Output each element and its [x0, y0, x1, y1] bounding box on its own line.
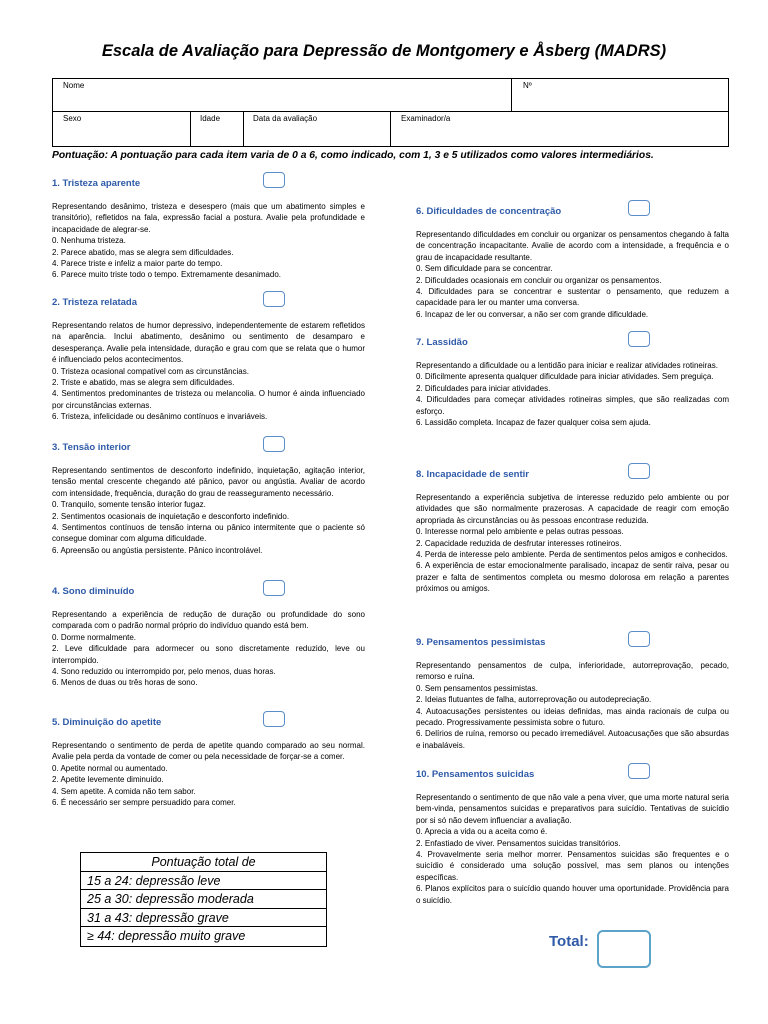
item-option: 2. Parece abatido, mas se alegra sem dificuldades.	[52, 247, 234, 257]
field-date[interactable]: Data da avaliação	[253, 114, 318, 123]
item-name: 3. Tensão interior	[52, 442, 131, 453]
score-interpretation-table	[80, 852, 327, 947]
table-divider	[511, 79, 512, 111]
score-box[interactable]	[263, 711, 285, 727]
item-option: 6. Menos de duas ou três horas de sono.	[52, 678, 198, 688]
item-option: 2. Dificuldades para iniciar atividades.	[416, 383, 551, 393]
table-divider	[190, 111, 191, 147]
item-option: 2. Dificuldades ocasionais em concluir ou organizar os pensamentos.	[416, 275, 662, 285]
item-description: Representando a dificuldade ou a lentidão para iniciar e realizar atividades rotineiras.	[416, 361, 718, 370]
score-box[interactable]	[263, 436, 285, 452]
item-description: Representando pensamentos de culpa, inferioridade, autorreprovação, pecado, remorso e ruína.	[416, 661, 729, 682]
patient-info-table	[52, 78, 729, 147]
score-box[interactable]	[628, 463, 650, 479]
item-option: 6. Apreensão ou angústia persistente. Pânico incontrolável.	[52, 545, 263, 555]
madrs-item	[52, 439, 365, 556]
total-score-box[interactable]	[597, 930, 651, 968]
item-option: 6. É necessário ser sempre persuadido para comer.	[52, 798, 236, 808]
item-option: 6. Tristeza, infelicidade ou desânimo contínuos e invariáveis.	[52, 412, 268, 422]
score-box[interactable]	[628, 631, 650, 647]
item-description: Representando relatos de humor depressivo, independentemente de estarem refletidos na aparência. Inclui abatimento, desânimo ou sentimento de desamparo e desesperança. Avalie pela intensidade, duração e grau com que se relata que o humor é influenciado pelos acontecimentos.	[52, 321, 365, 365]
item-option: 4. Dificuldades para se concentrar e sustentar o pensamento, que reduzem a capacidade para ler ou manter uma conversa.	[416, 287, 729, 308]
item-name: 8. Incapacidade de sentir	[416, 469, 529, 480]
score-box[interactable]	[628, 200, 650, 216]
score-range-row: 15 a 24: depressão leve	[81, 872, 326, 891]
score-table-header: Pontuação total de	[81, 853, 326, 872]
item-option: 2. Ideias flutuantes de falha, autorreprovação ou autodepreciação.	[416, 695, 652, 705]
item-option: 6. Lassidão completa. Incapaz de fazer qualquer coisa sem ajuda.	[416, 418, 651, 428]
item-option: 6. Incapaz de ler ou conversar, a não ser com grande dificuldade.	[416, 309, 649, 319]
score-box[interactable]	[263, 172, 285, 188]
item-name: 5. Diminuição do apetite	[52, 717, 162, 728]
item-option: 2. Sentimentos ocasionais de inquietação e desconforto indefinido.	[52, 511, 290, 521]
item-option: 0. Tranquilo, somente tensão interior fugaz.	[52, 500, 206, 510]
item-option: 0. Tristeza ocasional compatível com as circunstâncias.	[52, 366, 249, 376]
score-range-row: 25 a 30: depressão moderada	[81, 890, 326, 909]
item-name: 6. Dificuldades de concentração	[416, 206, 562, 217]
madrs-item	[416, 466, 729, 595]
madrs-item	[52, 175, 365, 281]
field-sex[interactable]: Sexo	[63, 114, 82, 123]
item-name: 10. Pensamentos suicidas	[416, 769, 535, 780]
field-name[interactable]: Nome	[63, 81, 85, 90]
item-description: Representando o sentimento de que não vale a pena viver, que uma morte natural seria bem-vinda, pensamentos suicidas e preparativos para suicídio. Tentativas de suicídio por si só não devem influenciar a avaliação.	[416, 793, 729, 825]
item-option: 4. Sem apetite. A comida não tem sabor.	[52, 786, 196, 796]
item-description: Representando dificuldades em concluir ou organizar os pensamentos chegando à falta de concentração incapacitante. Avalie de acordo com a intensidade, a frequência e o grau de incapacidade resultante.	[416, 230, 729, 262]
item-option: 6. Delírios de ruína, remorso ou pecado irremediável. Autoacusações que são absurdas e inabaláveis.	[416, 729, 729, 750]
madrs-item	[416, 203, 729, 320]
madrs-item	[416, 766, 729, 906]
scoring-note: Pontuação: A pontuação para cada item varia de 0 a 6, como indicado, com 1, 3 e 5 utilizados como valores intermediários.	[52, 150, 654, 161]
madrs-item	[52, 583, 365, 689]
item-option: 6. Planos explícitos para o suicídio quando houver uma oportunidade. Providência para o suicídio.	[416, 884, 729, 905]
item-option: 2. Enfastiado de viver. Pensamentos suicidas transitórios.	[416, 838, 621, 848]
item-name: 7. Lassidão	[416, 337, 468, 348]
score-box[interactable]	[628, 763, 650, 779]
item-option: 2. Triste e abatido, mas se alegra sem dificuldades.	[52, 378, 235, 388]
field-age[interactable]: Idade	[200, 114, 221, 123]
item-description: Representando a experiência de redução de duração ou profundidade do sono comparada com o padrão normal próprio do indivíduo quando está bem.	[52, 610, 365, 631]
item-option: 4. Perda de interesse pelo ambiente. Perda de sentimentos pelos amigos e conhecidos.	[416, 550, 728, 560]
madrs-item	[52, 294, 365, 423]
item-option: 0. Aprecia a vida ou a aceita como é.	[416, 827, 548, 837]
item-description: Representando a experiência subjetiva de interesse reduzido pelo ambiente ou por atividades que são normalmente prazerosas. A capacidade de reagir com emoção apropriada às circunstâncias ou às pessoas encontrase reduzida.	[416, 493, 729, 525]
field-number[interactable]: Nº	[523, 81, 532, 90]
item-option: 0. Dificilmente apresenta qualquer dificuldade para iniciar atividades. Sem preguiça.	[416, 372, 714, 382]
item-option: 0. Apetite normal ou aumentado.	[52, 763, 168, 773]
item-description: Representando o sentimento de perda de apetite quando comparado ao seu normal. Avalie pela perda da vontade de comer ou pela necessidade de forçar-se a comer.	[52, 741, 365, 762]
item-option: 2. Apetite levemente diminuído.	[52, 775, 164, 785]
item-option: 0. Sem pensamentos pessimistas.	[416, 683, 538, 693]
score-box[interactable]	[263, 291, 285, 307]
score-box[interactable]	[263, 580, 285, 596]
table-divider	[243, 111, 244, 147]
item-option: 4. Provavelmente seria melhor morrer. Pensamentos suicidas são frequentes e o suicídio é considerado uma solução possível, mas sem planos ou intenções específicas.	[416, 850, 729, 882]
page-title: Escala de Avaliação para Depressão de Montgomery e Åsberg (MADRS)	[101, 42, 667, 60]
field-examiner[interactable]: Examinador/a	[401, 114, 451, 123]
item-option: 2. Leve dificuldade para adormecer ou sono discretamente reduzido, leve ou interrompido.	[52, 644, 365, 665]
item-option: 6. Parece muito triste todo o tempo. Extremamente desanimado.	[52, 270, 282, 280]
item-description: Representando desânimo, tristeza e desespero (mais que um abatimento simples e transitório), refletidos na fala, expressão facial a postura. Avalie pela profundidade e incapacidade de alegrar-se.	[52, 202, 365, 234]
item-option: 2. Capacidade reduzida de desfrutar interesses rotineiros.	[416, 538, 622, 548]
item-name: 9. Pensamentos pessimistas	[416, 637, 546, 648]
madrs-item	[416, 634, 729, 751]
item-option: 4. Sentimentos predominantes de tristeza ou melancolia. O humor é ainda influenciado por circunstâncias externas.	[52, 389, 365, 410]
item-option: 6. A experiência de estar emocionalmente paralisado, incapaz de sentir raiva, pesar ou prazer e falta de sentimentos completa ou mesmo dolorosa em relação a parentes próximos ou amigos.	[416, 561, 729, 594]
item-name: 1. Tristeza aparente	[52, 178, 141, 189]
item-option: 0. Dorme normalmente.	[52, 632, 137, 642]
score-range-row: 31 a 43: depressão grave	[81, 909, 326, 928]
item-option: 0. Nenhuma tristeza.	[52, 236, 126, 246]
item-option: 4. Sono reduzido ou interrompido por, pelo menos, duas horas.	[52, 667, 276, 677]
score-box[interactable]	[628, 331, 650, 347]
item-description: Representando sentimentos de desconforto indefinido, inquietação, agitação interior, tensão mental crescente chegando até pânico, pavor ou angústia. Avaliar de acordo com intensidade, frequência, duração do grau de reasseguramento necessário.	[52, 466, 365, 498]
item-option: 0. Sem dificuldade para se concentrar.	[416, 264, 553, 274]
madrs-item	[52, 714, 365, 808]
item-option: 4. Autoacusações persistentes ou ideias definidas, mas ainda racionais de culpa ou pecado. Progressivamente pessimista sobre o futuro.	[416, 706, 729, 728]
score-range-row: ≥ 44: depressão muito grave	[87, 929, 246, 943]
item-name: 4. Sono diminuído	[52, 586, 135, 597]
item-option: 4. Parece triste e infeliz a maior parte do tempo.	[52, 259, 223, 269]
item-option: 4. Sentimentos contínuos de tensão interna ou pânico intermitente que o paciente só consegue dominar com alguma dificuldade.	[52, 523, 365, 544]
total-label: Total:	[549, 933, 589, 950]
table-divider	[390, 111, 391, 147]
madrs-item	[416, 334, 729, 428]
item-option: 4. Dificuldades para começar atividades rotineiras simples, que são realizadas com esforço.	[416, 395, 729, 416]
item-name: 2. Tristeza relatada	[52, 297, 138, 308]
item-option: 0. Interesse normal pelo ambiente e pelas outras pessoas.	[416, 527, 624, 537]
